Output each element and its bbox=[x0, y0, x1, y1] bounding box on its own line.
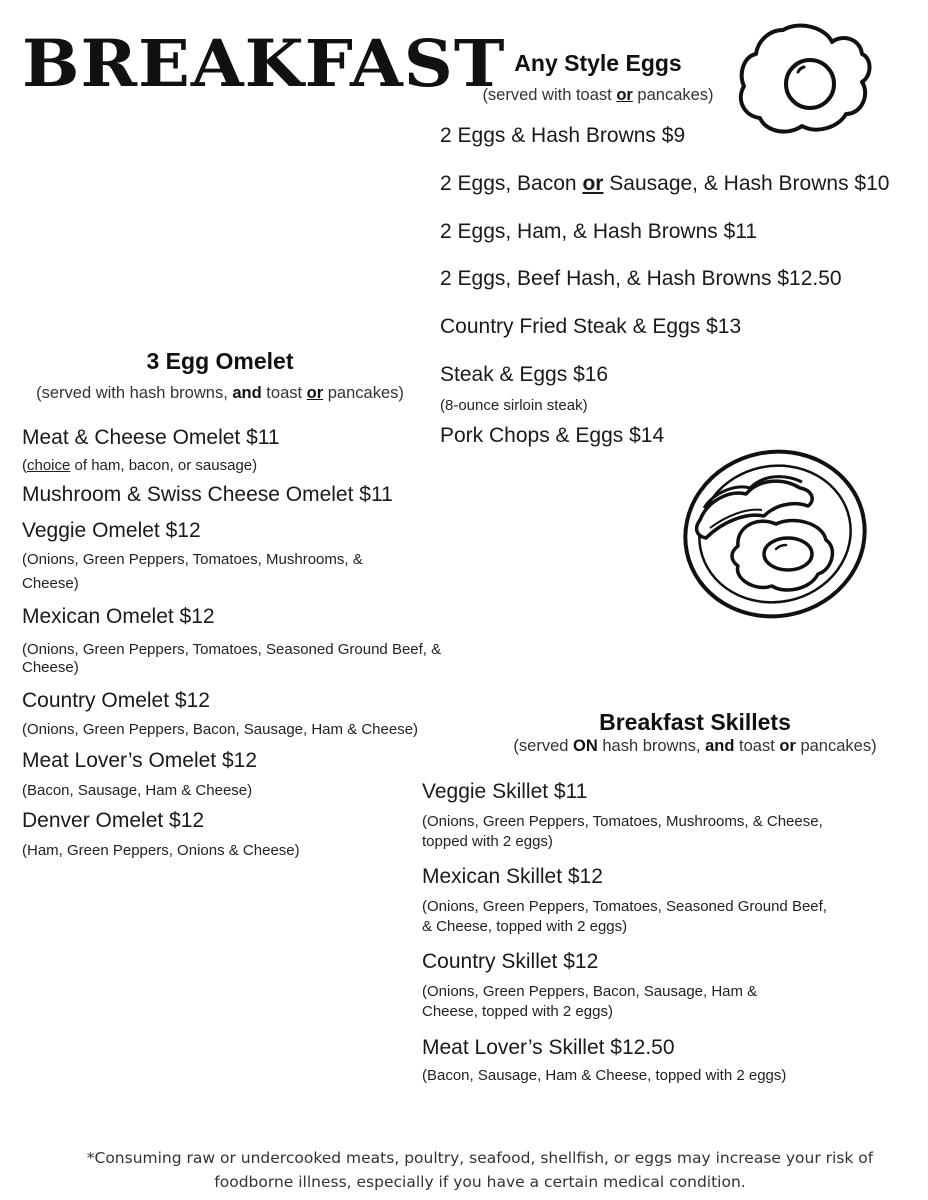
menu-item: Veggie Skillet $11 bbox=[422, 780, 588, 803]
menu-item: Meat Lover’s Omelet $12 bbox=[22, 749, 258, 772]
menu-item: Mexican Skillet $12 bbox=[422, 865, 603, 888]
menu-item: 2 Eggs, Ham, & Hash Browns $11 bbox=[440, 220, 758, 243]
menu-item: Meat Lover’s Skillet $12.50 bbox=[422, 1036, 675, 1059]
fried-egg-icon bbox=[738, 22, 874, 138]
item-note: (Onions, Green Peppers, Tomatoes, Mushrooms, & Cheese, topped with 2 eggs) bbox=[422, 813, 823, 850]
item-note: (choice of ham, bacon, or sausage) bbox=[22, 457, 258, 474]
menu-item: Meat & Cheese Omelet $11 bbox=[22, 426, 280, 449]
omelet-subtitle: (served with hash browns, and toast or pancakes) bbox=[36, 384, 404, 402]
item-note: (Onions, Green Peppers, Tomatoes, Seasoned Ground Beef, & Cheese) bbox=[22, 641, 442, 676]
menu-item: 2 Eggs, Bacon or Sausage, & Hash Browns $10 bbox=[440, 172, 890, 195]
omelet-title: 3 Egg Omelet bbox=[146, 348, 294, 374]
menu-item: Mushroom & Swiss Cheese Omelet $11 bbox=[22, 483, 393, 506]
menu-item: Denver Omelet $12 bbox=[22, 809, 205, 832]
item-note: (Bacon, Sausage, Ham & Cheese, topped with 2 eggs) bbox=[422, 1067, 787, 1084]
menu-item: Mexican Omelet $12 bbox=[22, 605, 215, 628]
skillets-subtitle: (served ON hash browns, and toast or pancakes) bbox=[513, 737, 877, 755]
page-title: BREAKFAST bbox=[22, 26, 506, 102]
item-note: (Onions, Green Peppers, Bacon, Sausage, Ham & Cheese, topped with 2 eggs) bbox=[422, 983, 758, 1020]
menu-item: Pork Chops & Eggs $14 bbox=[440, 424, 665, 447]
menu-item: 2 Eggs & Hash Browns $9 bbox=[440, 124, 686, 147]
item-note: (Bacon, Sausage, Ham & Cheese) bbox=[22, 782, 253, 799]
menu-item: Country Fried Steak & Eggs $13 bbox=[440, 315, 742, 338]
item-note: (Ham, Green Peppers, Onions & Cheese) bbox=[22, 842, 300, 859]
item-note: (Onions, Green Peppers, Tomatoes, Mushrooms, & Cheese) bbox=[22, 551, 363, 592]
menu-item: Country Skillet $12 bbox=[422, 950, 599, 973]
any-style-eggs-subtitle: (served with toast or pancakes) bbox=[482, 86, 714, 104]
item-note: (Onions, Green Peppers, Tomatoes, Seasoned Ground Beef, & Cheese, topped with 2 eggs) bbox=[422, 898, 827, 935]
item-note: (8-ounce sirloin steak) bbox=[440, 397, 588, 414]
skillets-title: Breakfast Skillets bbox=[599, 709, 791, 735]
menu-item: Country Omelet $12 bbox=[22, 689, 210, 712]
bacon-and-egg-plate-icon bbox=[680, 448, 870, 620]
menu-item: 2 Eggs, Beef Hash, & Hash Browns $12.50 bbox=[440, 267, 842, 290]
menu-item: Steak & Eggs $16 bbox=[440, 363, 609, 386]
food-safety-disclaimer: *Consuming raw or undercooked meats, poultry, seafood, shellfish, or eggs may increase your risk of foodborne illness, especially if you have a certain medical condition. bbox=[86, 1149, 874, 1191]
menu-item: Veggie Omelet $12 bbox=[22, 519, 201, 542]
item-note: (Onions, Green Peppers, Bacon, Sausage, Ham & Cheese) bbox=[22, 721, 419, 738]
any-style-eggs-title: Any Style Eggs bbox=[514, 50, 682, 76]
